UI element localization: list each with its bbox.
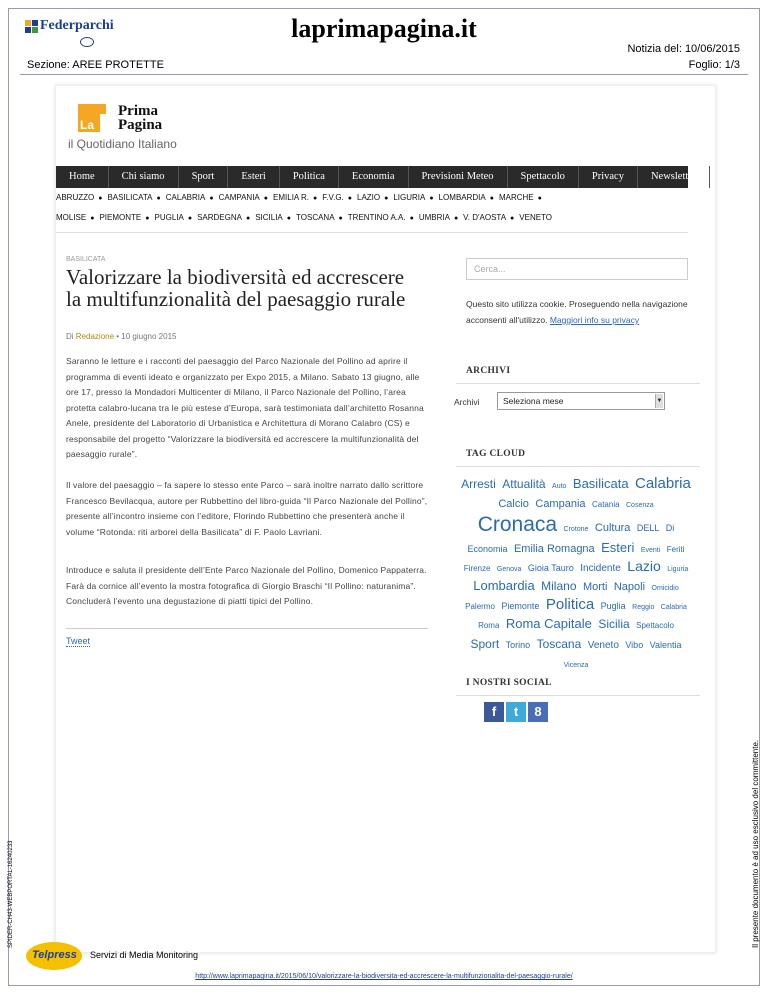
- bullet-icon: ●: [338, 215, 343, 222]
- tag-link[interactable]: Basilicata: [572, 476, 629, 491]
- tag-link[interactable]: Toscana: [536, 636, 582, 651]
- tag-link[interactable]: Torino: [505, 639, 531, 650]
- tag-link[interactable]: Napoli: [613, 580, 646, 593]
- author-link[interactable]: Redazione: [75, 332, 115, 341]
- region-link[interactable]: MOLISE: [56, 213, 87, 222]
- tag-link[interactable]: Feriti: [666, 544, 685, 554]
- tag-link[interactable]: Lazio: [627, 557, 661, 574]
- tag-link[interactable]: Vibo: [625, 639, 644, 650]
- region-link[interactable]: UMBRIA: [418, 213, 450, 222]
- tag-link[interactable]: Catania: [591, 500, 620, 510]
- region-link[interactable]: TRENTINO A.A.: [347, 213, 406, 222]
- bullet-icon: ●: [510, 215, 515, 222]
- region-link[interactable]: PUGLIA: [154, 213, 184, 222]
- tag-link[interactable]: Campania: [535, 498, 586, 511]
- nav-item-chi-siamo[interactable]: Chi siamo: [109, 166, 179, 188]
- region-link[interactable]: V. D'AOSTA: [463, 213, 507, 222]
- tag-link[interactable]: Milano: [541, 578, 577, 593]
- tag-link[interactable]: Veneto: [587, 639, 619, 651]
- nav-item-economia[interactable]: Economia: [339, 166, 409, 188]
- article-paragraph-2: Il valore del paesaggio – fa sapere lo stesso ente Parco – sarà inoltre narrato dallo scrittore Francesco Bevilacqua, autore per Rubbettino del libro-guida “Il Parco Nazionale del Pollino”, presente all’incontro insieme con l’editore, Florindo Rubbettino che presenterà anche il volume “Rotonda: riti arborei della Basilicata” di F. Paolo Lavriani.: [66, 480, 428, 537]
- logo-square-cut: [100, 114, 114, 132]
- tag-link[interactable]: Sport: [470, 636, 500, 651]
- archivi-label: Archivi: [454, 397, 480, 407]
- logo-line1: Prima: [118, 103, 158, 119]
- usage-notice: Il presente documento è ad uso esclusivo del committente.: [751, 739, 760, 948]
- bullet-icon: ●: [187, 215, 193, 222]
- region-link[interactable]: VENETO: [519, 213, 553, 222]
- region-link[interactable]: SICILIA: [255, 213, 283, 222]
- nav-item-spettacolo[interactable]: Spettacolo: [508, 166, 579, 188]
- bullet-icon: ●: [245, 215, 251, 222]
- twitter-icon[interactable]: t: [506, 702, 526, 722]
- tag-link[interactable]: Cultura: [594, 522, 631, 535]
- regions-row-2: [56, 213, 688, 222]
- article-title: Valorizzare la biodiversità ed accrescere la multifunzionalità del paesaggio rurale: [66, 265, 406, 311]
- logo-mark: La: [80, 118, 95, 132]
- tag-link[interactable]: Roma: [478, 621, 500, 631]
- tag-link[interactable]: Politica: [545, 596, 595, 614]
- header-divider: [20, 74, 748, 75]
- federparchi-name: Federparchi: [40, 18, 114, 33]
- bullet-icon: ●: [347, 195, 352, 202]
- bullet-icon: ●: [453, 215, 459, 222]
- bullet-icon: ●: [313, 195, 318, 202]
- bullet-icon: ●: [384, 195, 389, 202]
- region-link[interactable]: LIGURIA: [393, 193, 426, 202]
- tag-link[interactable]: Gioia Tauro: [527, 562, 574, 573]
- article-date: • 10 giugno 2015: [116, 332, 177, 341]
- tag-link[interactable]: Economia: [467, 543, 508, 554]
- region-link[interactable]: F.V.G.: [322, 193, 344, 202]
- document-code: SPIDER-CH43-WEBPORTAL-16240233: [8, 840, 14, 948]
- archivi-title: ARCHIVI: [466, 366, 511, 376]
- tag-link[interactable]: Reggio: [632, 604, 655, 612]
- social-title: I NOSTRI SOCIAL: [466, 678, 552, 688]
- nav-item-previsioni-meteo[interactable]: Previsioni Meteo: [409, 166, 508, 188]
- tag-link[interactable]: Morti: [582, 580, 608, 593]
- tag-link[interactable]: Emilia Romagna: [513, 542, 595, 555]
- article-paragraph-1: Saranno le letture e i racconti del paesaggio del Parco Nazionale del Pollino ad aprire il programma di eventi ideato e organizzato per Expo 2015, a Milano. Sabato 13 giugno, alle ore 17, presso la Mondadori Multicenter di Milano, il Parco Nazionale del Pollino, l’area protetta calabro-lucana tra le più estese d’Europa, sarà testimoniata dall’architetto Rosanna Anele, presidente del Laboratorio di Urbanistica e Architettura di Morano Calabro (CS) e responsabile del progetto “Valorizzare la biodiversità ed accrescere la multifunzionalità del paesaggio rurale”.: [66, 356, 424, 459]
- region-link[interactable]: BASILICATA: [107, 193, 153, 202]
- tag-link[interactable]: Valentia: [649, 639, 682, 650]
- social-icons: [484, 702, 550, 722]
- site-tagline: il Quotidiano Italiano: [68, 137, 177, 151]
- tag-link[interactable]: Calabria: [635, 475, 691, 492]
- tag-link[interactable]: Genova: [496, 565, 522, 573]
- tag-link[interactable]: Calabria: [660, 604, 687, 612]
- tag-link[interactable]: Auto: [552, 483, 567, 490]
- bullet-icon: ●: [209, 195, 214, 202]
- article-paragraph-3: Introduce e saluta il presidente dell’Ente Parco Nazionale del Pollino, Domenico Pappaterra. Farà da cornice all’evento la mostra fotografica di Giorgio Braschi “Il Pollino: naturanima”. Concluderà l’evento una degustazione di piatti tipici del Pollino.: [66, 565, 427, 606]
- captured-page: [55, 85, 716, 953]
- byline-prefix: Di: [66, 332, 74, 341]
- cookie-notice: [466, 296, 688, 328]
- bullet-icon: ●: [98, 195, 103, 202]
- social-divider: [456, 695, 700, 696]
- nav-item-esteri[interactable]: Esteri: [228, 166, 280, 188]
- monitoring-label: Servizi di Media Monitoring: [90, 950, 199, 960]
- telpress-name: Telpress: [32, 949, 77, 961]
- bullet-icon: ●: [409, 215, 414, 222]
- clipping-sheet: Foglio: 1/3: [688, 59, 740, 71]
- tag-link[interactable]: Palermo: [465, 602, 495, 612]
- chevron-down-icon: ▼: [655, 394, 663, 408]
- tag-link[interactable]: Attualità: [502, 477, 546, 491]
- tag-link[interactable]: Crotone: [563, 526, 589, 534]
- region-link[interactable]: CAMPANIA: [218, 193, 260, 202]
- tag-link[interactable]: Cronaca: [477, 513, 558, 537]
- bullet-icon: ●: [156, 195, 161, 202]
- source-url[interactable]: http://www.laprimapagina.it/2015/06/10/valorizzare-la-biodiversita-ed-accrescere-la-multifunzionalita-del-paesaggio-rurale/: [195, 973, 573, 980]
- region-link[interactable]: PIEMONTE: [99, 213, 142, 222]
- archivi-divider: [456, 383, 700, 384]
- region-link[interactable]: SARDEGNA: [197, 213, 242, 222]
- tag-link[interactable]: Eventi: [640, 546, 661, 554]
- search-input[interactable]: Cerca...: [466, 258, 688, 280]
- tag-link[interactable]: Incidente: [580, 562, 621, 574]
- tweet-link[interactable]: Tweet: [66, 636, 91, 646]
- tag-link[interactable]: Sicilia: [598, 617, 630, 632]
- tag-link[interactable]: Omicidio: [651, 584, 679, 592]
- region-link[interactable]: CALABRIA: [165, 193, 206, 202]
- clipping-section: Sezione: AREE PROTETTE: [27, 59, 164, 71]
- nav-item-sport[interactable]: Sport: [179, 166, 229, 188]
- clipping-site-title: laprimapagina.it: [291, 14, 477, 43]
- nav-item-privacy[interactable]: Privacy: [579, 166, 638, 188]
- bullet-icon: ●: [263, 195, 269, 202]
- tag-link[interactable]: Piemonte: [501, 601, 540, 612]
- clipping-date: Notizia del: 10/06/2015: [627, 43, 740, 55]
- tag-link[interactable]: Firenze: [463, 563, 491, 573]
- region-link[interactable]: LAZIO: [357, 193, 381, 202]
- bullet-icon: ●: [90, 215, 95, 222]
- nav-item-newsletter[interactable]: Newsletter: [638, 166, 710, 188]
- tag-link[interactable]: Puglia: [600, 601, 626, 612]
- bullet-icon: ●: [537, 195, 542, 202]
- tag-cloud: [460, 474, 692, 672]
- archivi-select[interactable]: [497, 392, 665, 410]
- bullet-icon: ●: [489, 195, 494, 202]
- nav-divider: [56, 232, 688, 233]
- cookie-text: Questo sito utilizza cookie. Proseguendo nella navigazione acconsenti all'utilizzo.: [466, 299, 688, 325]
- main-nav: [56, 166, 697, 188]
- nav-item-home[interactable]: Home: [56, 166, 109, 188]
- article-category[interactable]: BASILICATA: [66, 256, 106, 263]
- region-link[interactable]: MARCHE: [498, 193, 534, 202]
- bullet-icon: ●: [145, 215, 150, 222]
- tag-link[interactable]: Vicenza: [563, 661, 589, 669]
- region-link[interactable]: LOMBARDIA: [438, 193, 486, 202]
- tag-link[interactable]: Esteri: [601, 539, 635, 555]
- bullet-icon: ●: [286, 215, 292, 222]
- tagcloud-divider: [456, 466, 700, 467]
- tag-link[interactable]: DELL: [636, 523, 660, 534]
- tag-link[interactable]: Arresti: [461, 477, 496, 491]
- cookie-privacy-link[interactable]: Maggiori info su privacy: [549, 315, 640, 325]
- tag-link[interactable]: Lombardia: [473, 577, 535, 593]
- nav-item-politica[interactable]: Politica: [280, 166, 339, 188]
- region-link[interactable]: ABRUZZO: [56, 193, 95, 202]
- article-divider: [66, 628, 428, 629]
- region-link[interactable]: TOSCANA: [296, 213, 335, 222]
- regions-row-1: [56, 193, 688, 202]
- archivi-select-value: Seleziona mese: [503, 396, 564, 406]
- facebook-icon[interactable]: f: [484, 702, 504, 722]
- tag-link[interactable]: Cosenza: [626, 502, 654, 510]
- tag-link[interactable]: Roma Capitale: [505, 616, 592, 632]
- logo-line2: Pagina: [118, 117, 163, 133]
- region-link[interactable]: EMILIA R.: [273, 193, 310, 202]
- tagcloud-title: TAG CLOUD: [466, 449, 526, 459]
- tag-link[interactable]: Di: [665, 523, 675, 534]
- tag-link[interactable]: Calcio: [498, 498, 529, 511]
- googleplus-icon[interactable]: 8: [528, 702, 548, 722]
- telpress-logo: [26, 942, 82, 970]
- article-byline: [66, 332, 176, 341]
- bullet-icon: ●: [429, 195, 434, 202]
- tag-link[interactable]: Liguria: [667, 565, 689, 573]
- tag-link[interactable]: Spettacolo: [636, 621, 674, 631]
